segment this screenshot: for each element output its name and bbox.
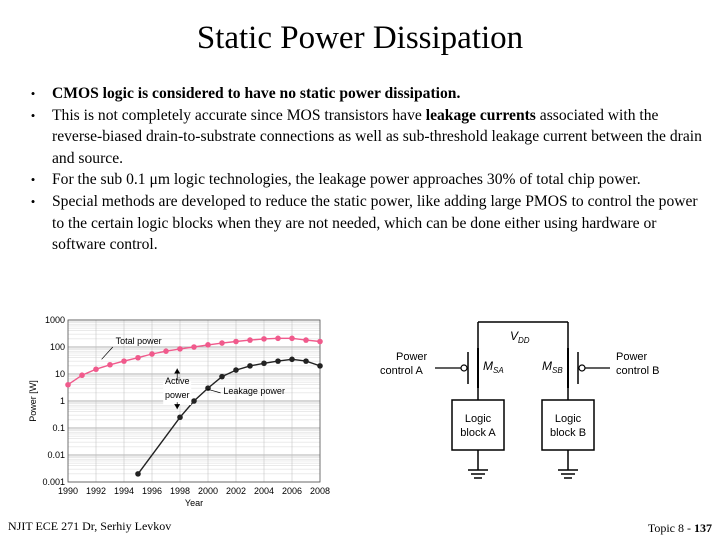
total-power-point [107, 362, 113, 368]
bullet-dot: • [30, 193, 36, 209]
logic-block-b-line2: block B [549, 427, 587, 439]
annotation-active-power-2: power [164, 389, 190, 400]
footer-page [648, 521, 712, 536]
power-gating-circuit [370, 308, 690, 493]
logic-block-b [542, 400, 594, 450]
bullet-item [26, 83, 706, 105]
msa-bubble [461, 365, 467, 371]
annotation-total-power: Total power [115, 335, 162, 346]
total-power-point [303, 337, 309, 343]
leakage-power-point [177, 414, 183, 420]
total-power-point [191, 344, 197, 350]
bullet-text: This is not completely accurate since MOS transistors have [52, 106, 426, 124]
power-control-a-line1: Power [396, 351, 428, 363]
total-power-point [289, 336, 295, 342]
footer-course: NJIT ECE 271 Dr, Serhiy Levkov [8, 519, 172, 533]
annotation-arrowhead-down [174, 404, 180, 409]
leakage-power-point [317, 363, 323, 369]
total-power-point [177, 346, 183, 352]
bullet-list [26, 83, 706, 256]
power-control-b-line2: control B [616, 365, 660, 377]
total-power-point [233, 339, 239, 345]
leakage-power-point [219, 374, 225, 380]
y-tick-label: 100 [49, 342, 65, 352]
total-power-point [205, 342, 211, 348]
msb-bubble [579, 365, 585, 371]
bullet-dot: • [30, 86, 36, 101]
circuit-svg [370, 308, 690, 493]
leakage-power-point [135, 471, 141, 477]
bullet-text: associated with the reverse-biased drain-to-substrate connections as well as sub-threshold leakage current between the drain and source. [52, 106, 702, 167]
x-tick-label: 1996 [141, 486, 163, 496]
x-tick-label: 2008 [309, 486, 331, 496]
annotation-leakage-power: Leakage power [223, 386, 285, 397]
total-power-point [149, 351, 155, 357]
leakage-power-point [233, 367, 239, 373]
total-power-point [247, 337, 253, 343]
y-tick-label: 0.001 [42, 477, 65, 487]
y-tick-label: 1 [59, 396, 65, 406]
total-power-point [65, 382, 71, 388]
y-tick-label: 1000 [44, 315, 65, 325]
x-tick-label: 1998 [169, 486, 191, 496]
logic-block-b-line1: Logic [554, 413, 582, 425]
leakage-power-point [303, 358, 309, 364]
msb-label: $M_{SB}$ [542, 359, 563, 375]
y-tick-label: 0.01 [47, 450, 65, 460]
slide-title: Static Power Dissipation [196, 20, 524, 56]
power-control-a-line2: control A [380, 365, 423, 377]
power-control-b-line1: Power [616, 351, 648, 363]
x-tick-label: 2002 [225, 486, 247, 496]
total-power-point [275, 336, 281, 342]
logic-block-a-line2: block A [460, 427, 496, 439]
logic-block-a [452, 400, 504, 450]
footer-page-number: 137 [694, 521, 712, 535]
total-power-point [135, 355, 141, 361]
vdd-label: $V_{DD}$ [510, 329, 530, 345]
x-tick-label: 1994 [113, 486, 135, 496]
leakage-power-point [275, 358, 281, 364]
bullet-dot: • [30, 172, 36, 188]
power-chart-svg [22, 310, 332, 510]
annotation-leakage-arrow [207, 389, 221, 393]
footer-topic: Topic 8 - [647, 521, 694, 535]
msa-label: $M_{SA}$ [483, 359, 504, 375]
annotation-arrowhead-up [174, 368, 180, 373]
total-power-point [317, 339, 323, 345]
x-axis-label: Year [184, 498, 204, 508]
x-tick-label: 2004 [253, 486, 275, 496]
bullet-item [26, 105, 706, 170]
leakage-power-point [289, 357, 295, 363]
total-power-point [261, 336, 267, 342]
y-axis-label: Power [W] [28, 380, 38, 422]
total-power-point [93, 366, 99, 372]
annotation-active-power-1: Active [164, 376, 190, 387]
bullet-bold-text: leakage currents [425, 106, 536, 124]
bullet-text: Special methods are developed to reduce the static power, like adding large PMOS to control the power to the certain logic blocks when they are not needed, which can be done either using hardware or software control. [52, 192, 698, 254]
power-chart [22, 310, 332, 510]
bullet-item [26, 191, 706, 256]
x-tick-label: 1990 [57, 486, 79, 496]
x-tick-label: 2000 [197, 486, 219, 496]
y-tick-label: 0.1 [52, 423, 65, 433]
y-tick-label: 10 [54, 369, 65, 379]
bullet-text: For the sub 0.1 μm logic technologies, the leakage power approaches 30% of total chip power. [52, 171, 641, 189]
bullet-bold-text: CMOS logic is considered to have no static power dissipation. [52, 85, 461, 102]
total-power-point [219, 340, 225, 346]
bullet-item [26, 169, 706, 191]
logic-block-a-line1: Logic [464, 413, 492, 425]
leakage-power-point [247, 363, 253, 369]
x-tick-label: 1992 [85, 486, 107, 496]
leakage-power-point [191, 398, 197, 404]
total-power-point [163, 348, 169, 354]
leakage-power-point [261, 360, 267, 366]
total-power-point [79, 372, 85, 378]
bullet-dot: • [30, 107, 36, 123]
x-tick-label: 2006 [281, 486, 303, 496]
total-power-point [121, 358, 127, 364]
